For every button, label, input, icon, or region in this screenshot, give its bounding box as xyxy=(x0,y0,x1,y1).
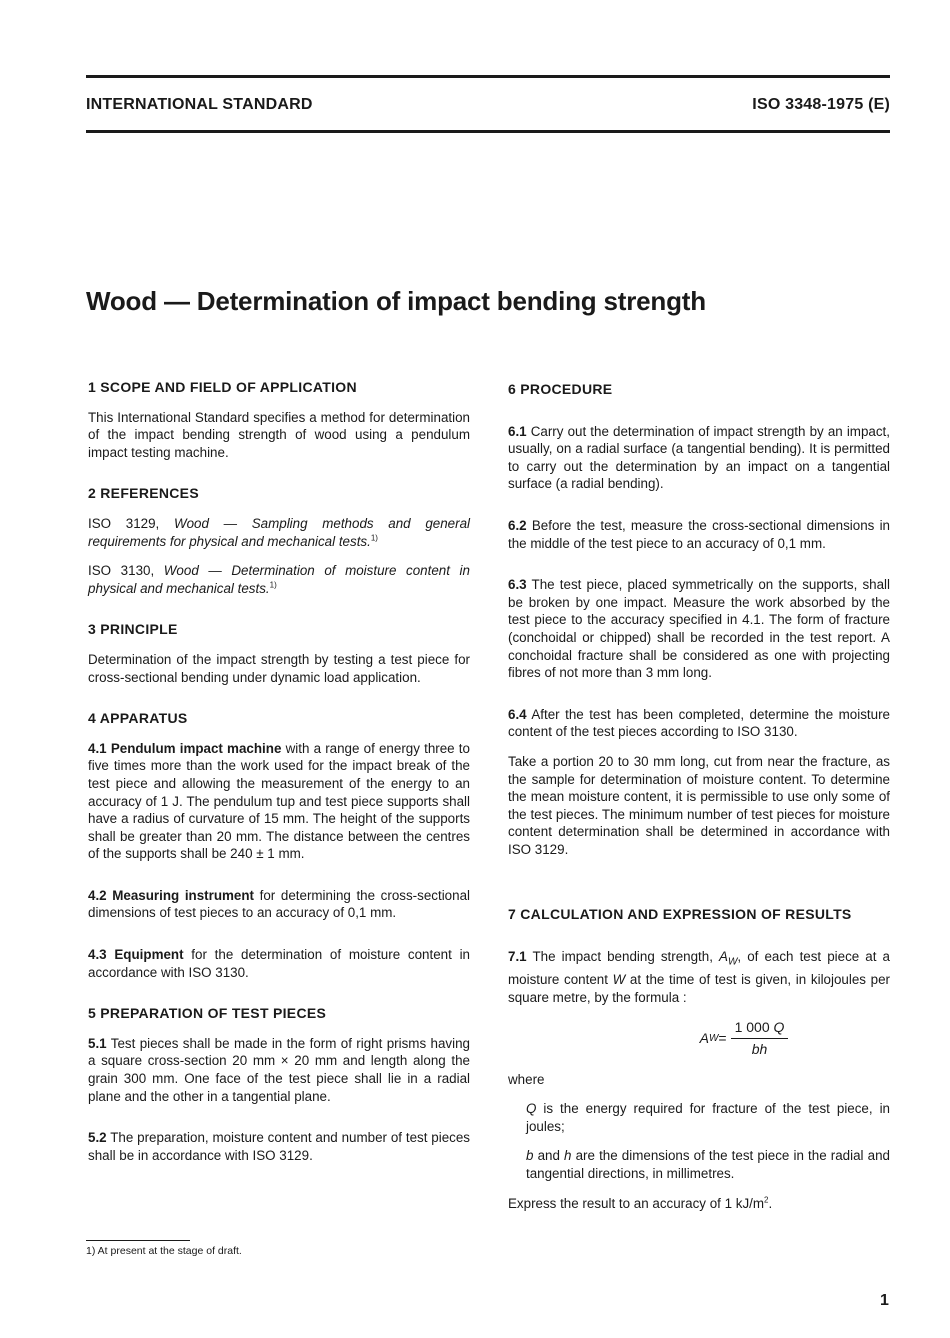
clause-4-2: 4.2 Measuring instrument for determining the cross-sectional dimensions of test pieces to an accuracy of 0,1 mm. xyxy=(88,887,470,921)
header-top-rule xyxy=(86,75,890,78)
section-1-heading: 1 SCOPE AND FIELD OF APPLICATION xyxy=(88,379,357,395)
clause-6-4-continued: Take a portion 20 to 30 mm long, cut from near the fracture, as the sample for determination of moisture content. To determine the mean moisture content, it is permissible to use only some of the test pieces. The minimum number of test pieces for moisture content determination shall be determined in accordance with ISO 3129. xyxy=(508,753,890,857)
section-4-heading: 4 APPARATUS xyxy=(88,710,188,727)
document-title: Wood — Determination of impact bending strength xyxy=(86,286,706,316)
section-2-heading: 2 REFERENCES xyxy=(88,485,199,502)
result-accuracy: Express the result to an accuracy of 1 $kJ/m^2$. xyxy=(508,1195,773,1211)
clause-5-2: 5.2 The preparation, moisture content and number of test pieces shall be in accordance with ISO 3129. xyxy=(88,1130,470,1163)
footnote-mark: 1) xyxy=(370,533,378,543)
reference-iso-3129: ISO 3129, Wood — Sampling methods and general requirements for physical and mechanical tests.$^{1)}$ xyxy=(88,515,470,549)
section-7-heading: 7 CALCULATION AND EXPRESSION OF RESULTS xyxy=(508,906,852,923)
reference-iso-3130: ISO 3130, Wood — Determination of moisture content in physical and mechanical tests.$^{1)}$ xyxy=(88,563,470,596)
section-3-heading: 3 PRINCIPLE xyxy=(88,621,178,638)
section-1-text: This International Standard specifies a method for determination of the impact bending strength of wood using a pendulum impact testing machine. xyxy=(88,409,470,460)
section-5-heading: 5 PREPARATION OF TEST PIECES xyxy=(88,1005,327,1022)
clause-5-1: 5.1 Test pieces shall be made in the form of right prisms having a square cross-section 20 mm × 20 mm and length along the grain 300 mm. One face of the test piece shall lie in a radial plane and the other in a tangential plane. xyxy=(88,1035,470,1104)
clause-6-3: 6.3 The test piece, placed symmetrically on the supports, shall be broken by one impact. Measure the work absorbed by the test piece to the accuracy specified in 4.1. The form of fracture (conchoidal or chipped) shall be recorded in the test report. A conchoidal fracture shall be considered as one with projecting fibres of not more than 3 mm long. xyxy=(508,577,890,681)
header-bottom-rule xyxy=(86,130,890,133)
footnote: 1) At present at the stage of draft. xyxy=(86,1245,242,1257)
standard-number: ISO 3348-1975 (E) xyxy=(752,96,890,113)
footnote-rule xyxy=(86,1240,190,1241)
clause-6-1: 6.1 Carry out the determination of impact strength by an impact, usually, on a radial surface (a tangential bending). It is permitted to carry out the determination by an impact on a tangential surface (a radial bending). xyxy=(508,423,890,492)
definition-q: Q is the energy required for fracture of the test piece, in joules; xyxy=(526,1101,890,1134)
left-column xyxy=(88,379,470,1176)
footnote-mark: 1) xyxy=(269,580,277,590)
document-type: INTERNATIONAL STANDARD xyxy=(86,96,313,113)
clause-4-3: 4.3 Equipment for the determination of moisture content in accordance with ISO 3130. xyxy=(88,947,470,980)
section-3-text: Determination of the impact strength by testing a test piece for cross-sectional bending under dynamic load application. xyxy=(88,651,470,685)
where-label: where xyxy=(508,1071,545,1087)
definition-b-h: b and h are the dimensions of the test piece in the radial and tangential directions, in millimetres. xyxy=(526,1148,890,1182)
section-6-heading: 6 PROCEDURE xyxy=(508,381,613,397)
clause-6-4: 6.4 After the test has been completed, determine the moisture content of the test pieces according to ISO 3130. xyxy=(508,706,890,740)
page-number: 1 xyxy=(880,1292,889,1309)
impact-strength-formula: A W = $\frac{1 000 Q}{bh}$ xyxy=(598,1019,890,1059)
clause-6-2: 6.2 Before the test, measure the cross-sectional dimensions in the middle of the test piece to an accuracy of 0,1 mm. xyxy=(508,517,890,551)
clause-7-1: 7.1 The impact bending strength, $A_W$, of each test piece at a moisture content W at the time of test is given, in kilojoules per square metre, by the formula : xyxy=(508,949,890,1005)
clause-4-1: 4.1 Pendulum impact machine with a range of energy three to five times more than the work used for the impact break of the test piece and allowing the measurement of the energy to an accuracy of 1 J. The pendulum tup and test piece supports shall have a radius of curvature of 15 mm. The height of the supports shall be greater than 20 mm. The distance between the centres of the supports shall be 240 ± 1 mm. xyxy=(88,740,470,862)
right-column xyxy=(508,381,890,1224)
